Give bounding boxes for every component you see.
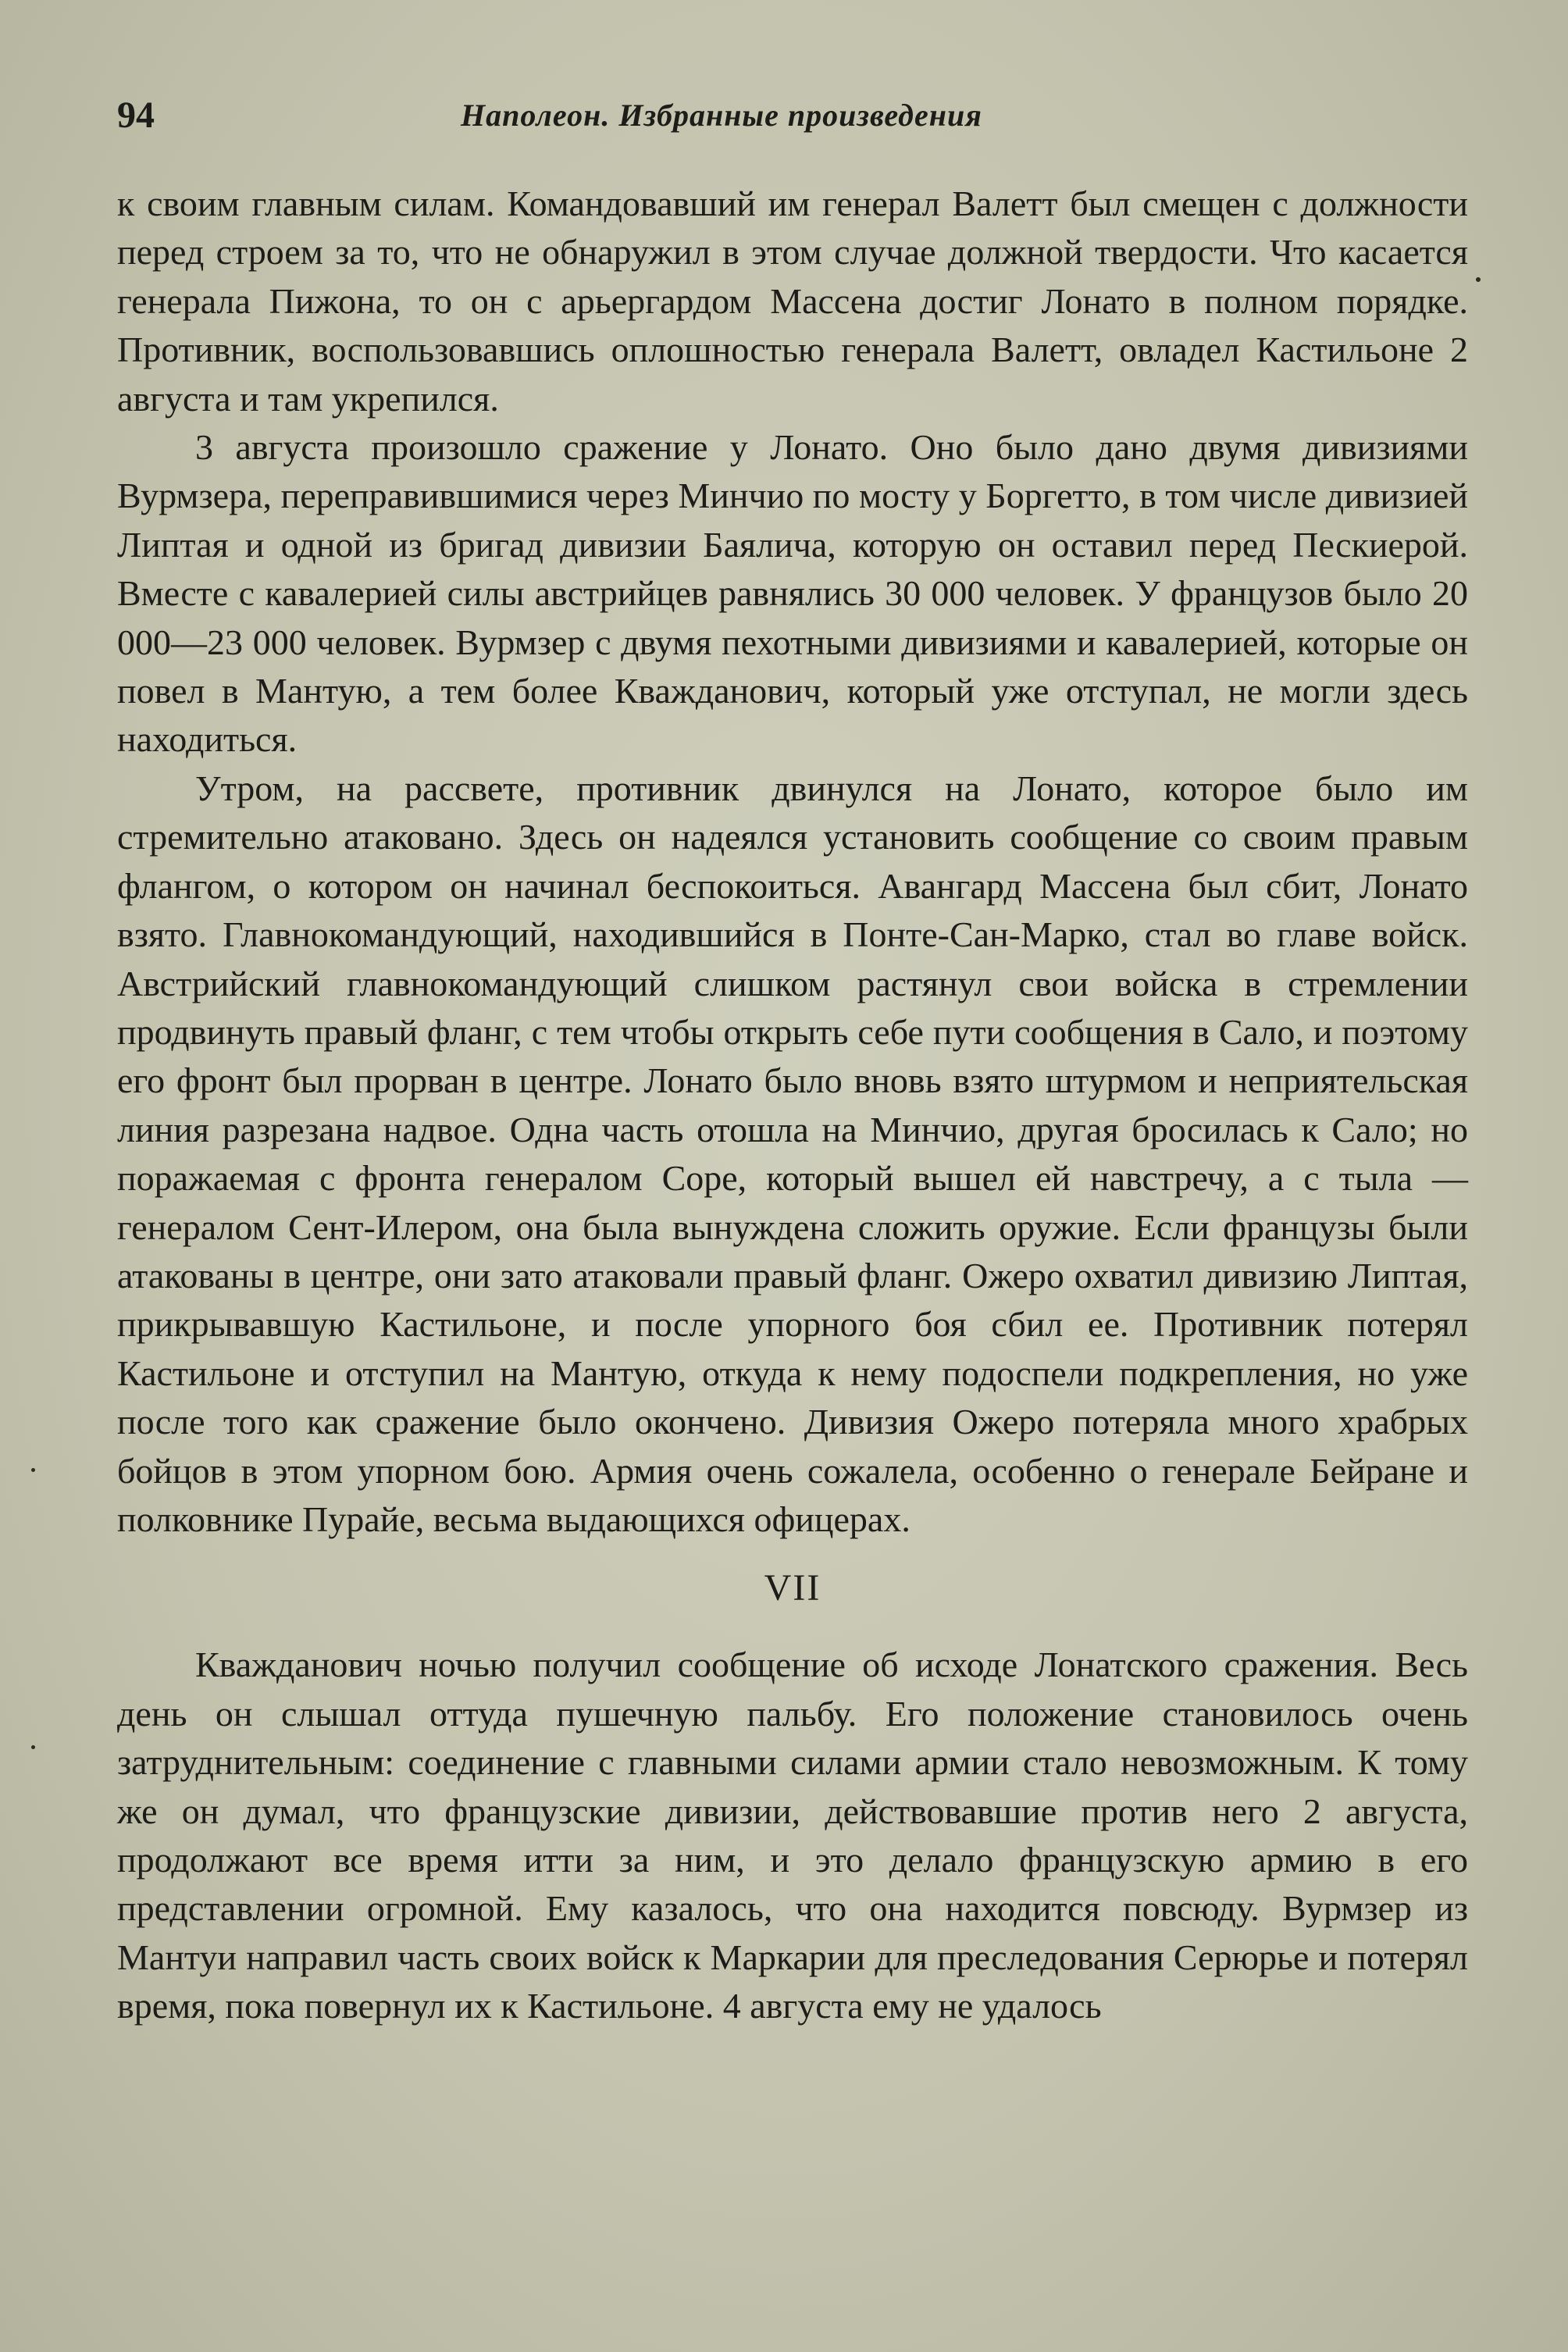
page-header	[117, 92, 1476, 139]
paragraph-morning-attack: Утром, на рассвете, противник двинулся на Лонато, которое было им стремительно атаковано. Здесь он надеялся установить сообщение со своим правым флангом, о котором он начинал беспокоиться. Авангард Массена был сбит, Лонато взято. Главнокомандующий, находившийся в Понте-Сан-Марко, стал во главе войск. Австрийский главнокомандующий слишком растянул свои войска в стремлении продвинуть правый фланг, с тем чтобы открыть себе пути сообщения в Сало, и поэтому его фронт был прорван в центре. Лонато было вновь взято штурмом и неприятельская линия разрезана надвое. Одна часть отошла на Минчио, другая бросилась к Сало; но поражаемая с фронта генералом Соре, который вышел ей навстречу, а с тыла — генералом Сент-Илером, она была вынуждена сложить оружие. Если французы были атакованы в центре, они зато атаковали правый фланг. Ожеро охватил дивизию Липтая, прикрывавшую Кастильоне, и после упорного боя сбил ее. Противник потерял Кастильоне и отступил на Мантую, откуда к нему подоспели подкрепления, но уже после того как сражение было окончено. Дивизия Ожеро потеряла много храбрых бойцов в этом упорном бою. Армия очень сожалела, особенно о генерале Бейране и полковнике Пурайе, весьма выдающихся офицерах.	[117, 768, 1468, 1539]
section-heading: VII	[764, 1567, 821, 1609]
print-speck	[31, 1468, 35, 1472]
print-speck	[31, 1745, 35, 1749]
running-title: Наполеон. Избранные произведения	[461, 98, 982, 133]
paragraph-battle-of-lonato: 3 августа произошло сражение у Лонато. Оно было дано двумя дивизиями Вурмзера, переправившимися через Минчио по мосту у Боргетто, в том числе дивизией Липтая и одной из бригад дивизии Баялича, которую он оставил перед Пескиерой. Вместе с кавалерией силы австрийцев равнялись 30 000 человек. У французов было 20 000—23 000 человек. Вурмзер с двумя пехотными дивизиями и кавалерией, которые он повел в Мантую, а тем более Кважданович, который уже отступал, не могли здесь находиться.	[117, 427, 1468, 760]
paragraph-kvazhdanovich: Кважданович ночью получил сообщение об исходе Лонатского сражения. Весь день он слышал оттуда пушечную пальбу. Его положение становилось очень затруднительным: соединение с главными силами армии стало невозможным. К тому же он думал, что французские дивизии, действовавшие против него 2 августа, продолжают все время итти за ним, и это делало французскую армию в его представлении огромной. Ему казалось, что она находится повсюду. Вурмзер из Мантуи направил часть своих войск к Маркарии для преследования Серюрье и потерял время, пока повернул их к Кастильоне. 4 августа ему не удалось	[117, 1645, 1468, 2026]
print-speck	[1476, 277, 1481, 282]
body-text	[117, 180, 1468, 2031]
page-number: 94	[117, 94, 155, 136]
paragraph-continuation: к своим главным силам. Командовавший им генерал Валетт был смещен с должности перед строем за то, что не обнаружил в этом случае должной твердости. Что касается генерала Пижона, то он с арьергардом Массена достиг Лонато в полном порядке. Противник, воспользовавшись оплошностью генерала Валетт, овладел Кастильоне 2 августа и там укрепился.	[117, 184, 1468, 419]
